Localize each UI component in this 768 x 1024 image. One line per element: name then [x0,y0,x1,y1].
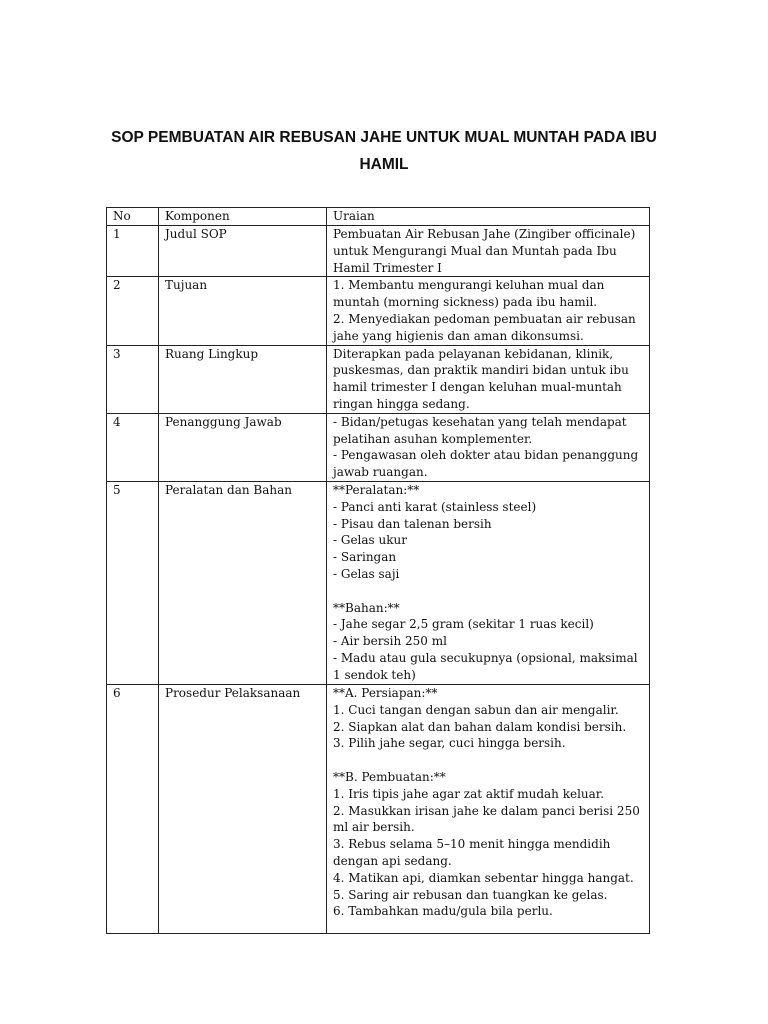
cell-no: 6 [107,684,159,933]
cell-no: 5 [107,481,159,684]
cell-komponen: Prosedur Pelaksanaan [159,684,327,933]
cell-uraian: 1. Membantu mengurangi keluhan mual dan muntah (morning sickness) pada ibu hamil. 2. Menyediakan pedoman pembuatan air rebusan jahe yang higienis dan aman dikonsumsi. [327,277,650,345]
table-header-row [107,208,650,226]
table-row [107,345,650,413]
table-row [107,277,650,345]
cell-komponen: Tujuan [159,277,327,345]
cell-uraian: **Peralatan:** - Panci anti karat (stainless steel) - Pisau dan talenan bersih - Gelas ukur - Saringan - Gelas saji **Bahan:** - Jahe segar 2,5 gram (sekitar 1 ruas kecil) - Air bersih 250 ml - Madu atau gula secukupnya (opsional, maksimal 1 sendok teh) [327,481,650,684]
document-title [110,124,658,178]
cell-no: 2 [107,277,159,345]
table-row [107,413,650,481]
table-row [107,684,650,933]
title-line-1: SOP PEMBUATAN AIR REBUSAN JAHE UNTUK MUAL MUNTAH PADA IBU [111,129,657,146]
cell-uraian: **A. Persiapan:** 1. Cuci tangan dengan sabun dan air mengalir. 2. Siapkan alat dan bahan dalam kondisi bersih. 3. Pilih jahe segar, cuci hingga bersih. **B. Pembuatan:** 1. Iris tipis jahe agar zat aktif mudah keluar. 2. Masukkan irisan jahe ke dalam panci berisi 250 ml air bersih. 3. Rebus selama 5–10 menit hingga mendidih dengan api sedang. 4. Matikan api, diamkan sebentar hingga hangat. 5. Saring air rebusan dan tuangkan ke gelas. 6. Tambahkan madu/gula bila perlu. [327,684,650,933]
sop-table [106,207,650,934]
cell-komponen: Ruang Lingkup [159,345,327,413]
cell-uraian: - Bidan/petugas kesehatan yang telah mendapat pelatihan asuhan komplementer. - Pengawasan oleh dokter atau bidan penanggung jawab ruangan. [327,413,650,481]
header-uraian: Uraian [327,208,650,226]
cell-no: 3 [107,345,159,413]
title-line-2: HAMIL [359,156,409,173]
cell-komponen: Penanggung Jawab [159,413,327,481]
cell-komponen: Peralatan dan Bahan [159,481,327,684]
cell-no: 4 [107,413,159,481]
table-row [107,226,650,277]
header-komponen: Komponen [159,208,327,226]
cell-uraian: Pembuatan Air Rebusan Jahe (Zingiber officinale) untuk Mengurangi Mual dan Muntah pada Ibu Hamil Trimester I [327,226,650,277]
cell-uraian: Diterapkan pada pelayanan kebidanan, klinik, puskesmas, dan praktik mandiri bidan untuk ibu hamil trimester I dengan keluhan mual-muntah ringan hingga sedang. [327,345,650,413]
cell-no: 1 [107,226,159,277]
cell-komponen: Judul SOP [159,226,327,277]
header-no: No [107,208,159,226]
table-row [107,481,650,684]
